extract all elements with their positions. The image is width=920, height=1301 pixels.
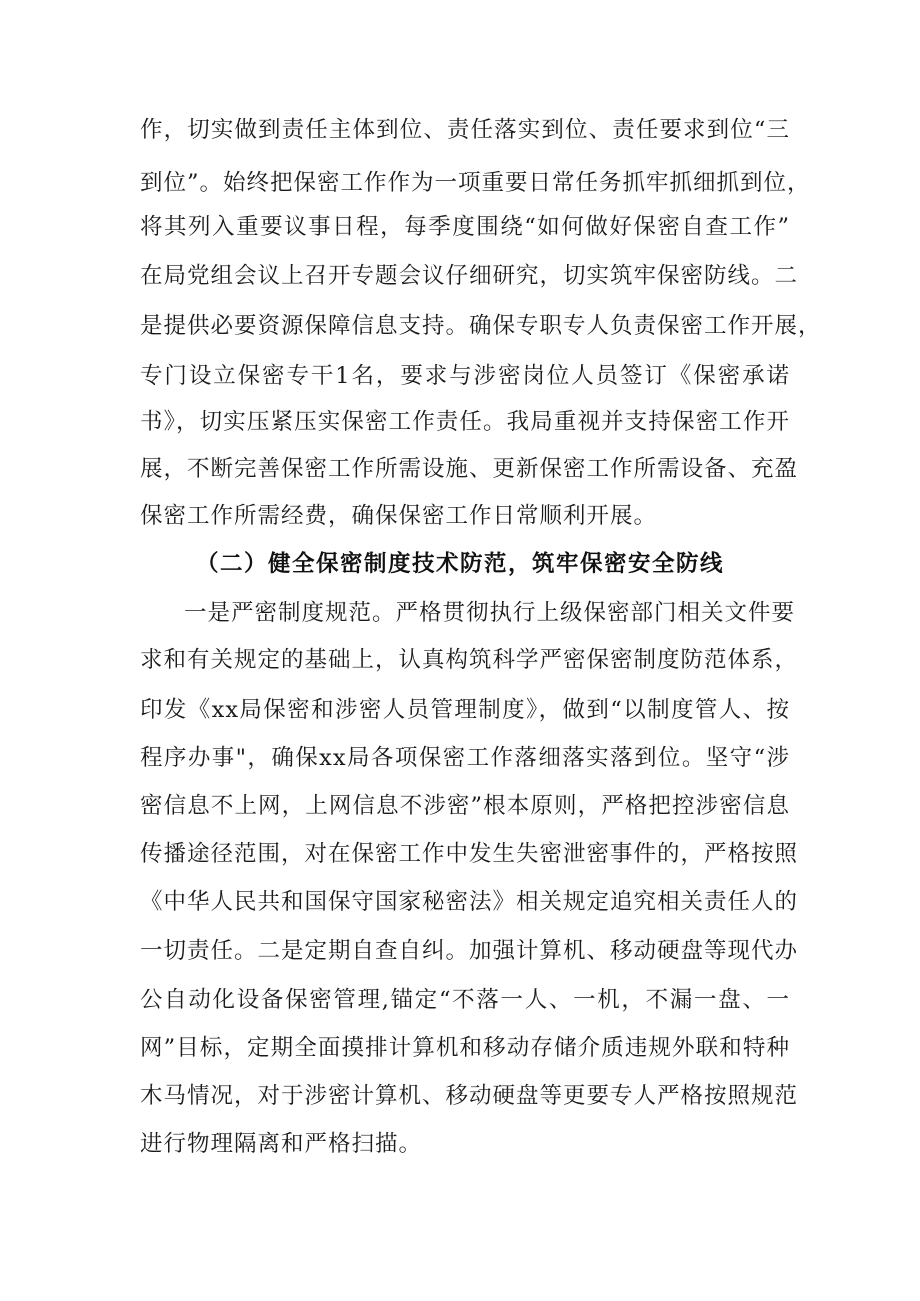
paragraph-2-line: 木马情况，对于涉密计算机、移动硬盘等更要专人严格按照规范 — [140, 1083, 799, 1109]
paragraph-1-line: 将其列入重要议事日程，每季度围绕“如何做好保密自查工作” — [140, 214, 790, 240]
paragraph-2-line: 印发《xx局保密和涉密人员管理制度》，做到“以制度管人、按 — [140, 697, 790, 723]
paragraph-1-line: 到位”。始终把保密工作作为一项重要日常任务抓牢抓细抓到位， — [140, 170, 811, 196]
paragraph-1-line: 保密工作所需经费，确保保密工作日常顺利开展。 — [140, 503, 658, 529]
paragraph-1-line: 专门设立保密专干1名，要求与涉密岗位人员签订《保密承诺 — [140, 363, 790, 389]
paragraph-1-line: 书》，切实压紧压实保密工作责任。我局重视并支持保密工作开 — [140, 409, 790, 435]
paragraph-1-line: 在局党组会议上召开专题会议仔细研究，切实筑牢保密防线。二 — [140, 263, 799, 289]
paragraph-2-line: 一是严密制度规范。严格贯彻执行上级保密部门相关文件要 — [184, 600, 796, 626]
paragraph-2-line: 网”目标，定期全面摸排计算机和移动存储介质违规外联和特种 — [140, 1035, 790, 1061]
paragraph-1-line: 展，不断完善保密工作所需设施、更新保密工作所需设备、充盈 — [140, 456, 799, 482]
paragraph-2-line: 进行物理隔离和严格扫描。 — [140, 1131, 423, 1157]
paragraph-1-line: 作，切实做到责任主体到位、责任落实到位、责任要求到位“三 — [140, 117, 790, 143]
paragraph-2-line: 《中华人民共和国保守国家秘密法》相关规定追究相关责任人的 — [140, 889, 799, 915]
paragraph-2-line: 公自动化设备保密管理,锚定“不落一人、一机，不漏一盘、一 — [140, 987, 790, 1013]
paragraph-2-line: 程序办事"，确保xx局各项保密工作落细落实落到位。坚守“涉 — [140, 745, 790, 771]
paragraph-2-line: 传播途径范围，对在保密工作中发生失密泄密事件的，严格按照 — [140, 841, 799, 867]
paragraph-2-line: 一切责任。二是定期自查自纠。加强计算机、移动硬盘等现代办 — [140, 938, 799, 964]
paragraph-2-line: 密信息不上网，上网信息不涉密”根本原则，严格把控涉密信息 — [140, 793, 790, 819]
paragraph-1-line: 是提供必要资源保障信息支持。确保专职专人负责保密工作开展， — [140, 313, 822, 339]
paragraph-2-line: 求和有关规定的基础上，认真构筑科学严密保密制度防范体系， — [140, 647, 799, 673]
section-heading: （二）健全保密制度技术防范，筑牢保密安全防线 — [195, 551, 724, 577]
